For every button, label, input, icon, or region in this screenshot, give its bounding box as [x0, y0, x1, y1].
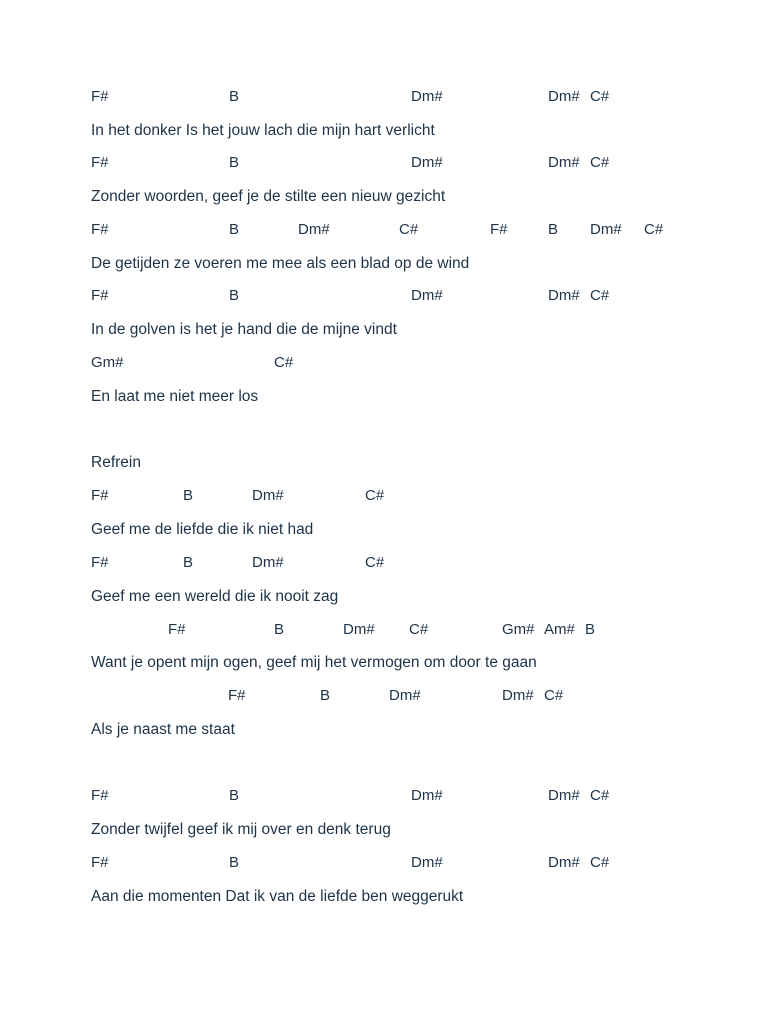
chord-label: Dm# [548, 287, 580, 304]
chord-label: B [585, 621, 596, 638]
chord-label: B [320, 687, 331, 704]
chord-label: B [229, 854, 240, 871]
chord-label: C# [544, 687, 564, 704]
chord-label: C# [590, 854, 610, 871]
chord-label: Dm# [548, 88, 580, 105]
chord-label: C# [365, 554, 385, 571]
lyric-line: De getijden ze voeren me mee als een blad op de wind [91, 255, 470, 272]
chord-label: Dm# [590, 221, 622, 238]
chord-label: Dm# [389, 687, 421, 704]
lyric-line: Geef me een wereld die ik nooit zag [91, 588, 339, 605]
chord-label: B [229, 154, 240, 171]
lyric-line: Geef me de liefde die ik niet had [91, 521, 314, 538]
chord-label: Dm# [252, 554, 284, 571]
chord-label: Dm# [252, 487, 284, 504]
chord-label: Dm# [298, 221, 330, 238]
chord-label: Dm# [343, 621, 375, 638]
chord-label: Dm# [411, 787, 443, 804]
chord-label: B [229, 287, 240, 304]
lyric-line: En laat me niet meer los [91, 388, 259, 405]
lyric-line: Zonder twijfel geef ik mij over en denk terug [91, 821, 391, 838]
chord-label: F# [91, 221, 109, 238]
chord-label: B [229, 221, 240, 238]
chord-label: C# [365, 487, 385, 504]
chord-label: F# [91, 88, 109, 105]
chord-label: F# [490, 221, 508, 238]
chord-label: C# [590, 154, 610, 171]
chord-label: F# [168, 621, 186, 638]
chord-label: Dm# [548, 154, 580, 171]
lyric-line: In de golven is het je hand die de mijne vindt [91, 321, 397, 338]
chord-label: F# [91, 854, 109, 871]
chord-label: Dm# [502, 687, 534, 704]
chord-label: F# [91, 487, 109, 504]
chord-label: Dm# [411, 154, 443, 171]
chord-label: F# [228, 687, 246, 704]
chord-label: C# [590, 787, 610, 804]
lyric-line: Aan die momenten Dat ik van de liefde ben weggerukt [91, 888, 464, 905]
chord-label: Dm# [548, 787, 580, 804]
section-heading: Refrein [91, 454, 141, 471]
chord-label: B [183, 554, 194, 571]
lyric-line: Als je naast me staat [91, 721, 235, 738]
chord-label: C# [399, 221, 419, 238]
chord-label: Gm# [502, 621, 535, 638]
chord-label: C# [274, 354, 294, 371]
chord-label: C# [590, 287, 610, 304]
chord-label: C# [590, 88, 610, 105]
chord-label: B [229, 88, 240, 105]
chord-label: F# [91, 787, 109, 804]
lyric-line: In het donker Is het jouw lach die mijn hart verlicht [91, 122, 435, 139]
chord-label: Dm# [548, 854, 580, 871]
chord-label: C# [409, 621, 429, 638]
chord-label: B [229, 787, 240, 804]
chord-label: C# [644, 221, 664, 238]
lyric-line: Want je opent mijn ogen, geef mij het vermogen om door te gaan [91, 654, 537, 671]
chord-label: Dm# [411, 854, 443, 871]
chord-label: F# [91, 287, 109, 304]
chord-label: B [274, 621, 285, 638]
chord-label: Dm# [411, 287, 443, 304]
chord-label: Gm# [91, 354, 124, 371]
chord-label: B [183, 487, 194, 504]
chord-label: Am# [544, 621, 575, 638]
lyric-line: Zonder woorden, geef je de stilte een nieuw gezicht [91, 188, 446, 205]
chord-label: F# [91, 554, 109, 571]
chord-label: F# [91, 154, 109, 171]
chord-label: B [548, 221, 559, 238]
chord-label: Dm# [411, 88, 443, 105]
